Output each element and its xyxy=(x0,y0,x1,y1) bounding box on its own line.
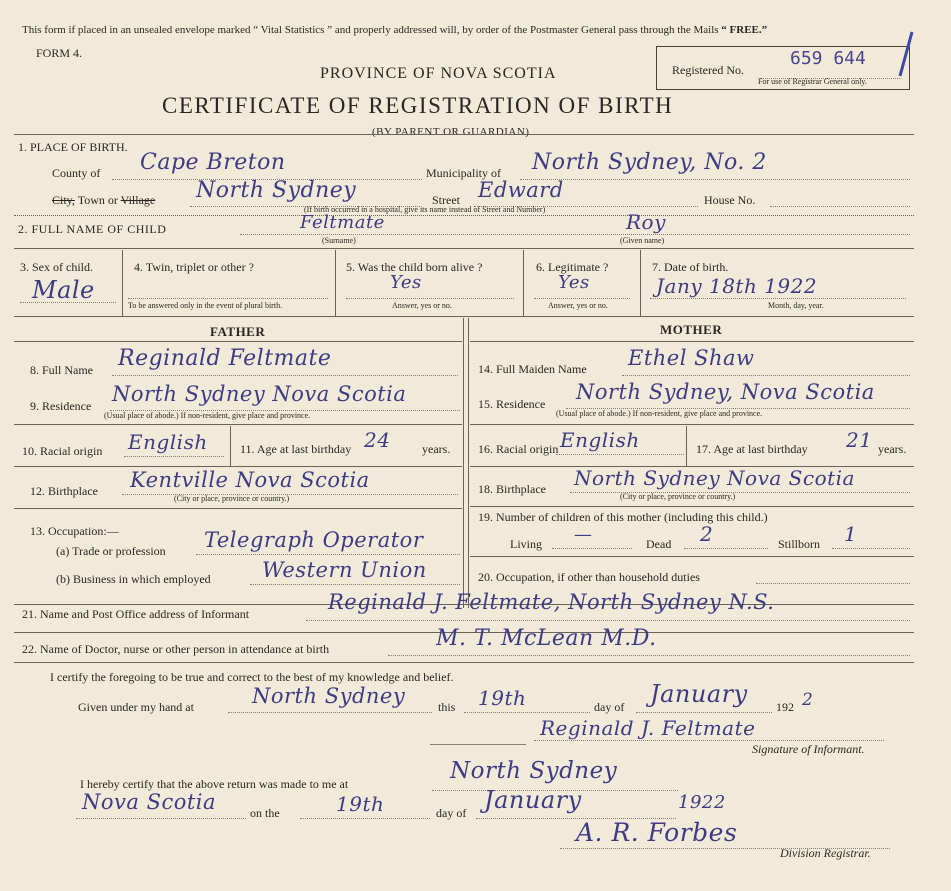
father-years-label: years. xyxy=(422,442,451,456)
mother-occupation-label: 20. Occupation, if other than household duties xyxy=(478,570,700,584)
mother-birthplace-label: 18. Birthplace xyxy=(478,482,546,496)
alive-value: Yes xyxy=(390,272,422,293)
town-value: North Sydney xyxy=(196,178,357,203)
father-birthplace-line xyxy=(122,494,458,495)
row3-divider-3 xyxy=(523,250,524,316)
mother-residence-note: (Usual place of abode.) If non-resident, give place and province. xyxy=(556,409,763,418)
registrar-day-of-label: day of xyxy=(436,806,467,820)
given-name-caption: (Given name) xyxy=(620,236,665,245)
dead-value: 2 xyxy=(700,522,714,546)
alive-note: Answer, yes or no. xyxy=(392,301,452,310)
mother-racial: English xyxy=(560,428,640,452)
header-rule xyxy=(14,134,914,135)
father-age-label: 11. Age at last birthday xyxy=(240,442,352,456)
doctor-label: 22. Name of Doctor, nurse or other person in attendance at birth xyxy=(22,642,330,656)
doctor-line xyxy=(388,655,910,656)
mother-racial-line xyxy=(556,454,684,455)
sex-value: Male xyxy=(32,276,95,304)
trade-label: (a) Trade or profession xyxy=(56,544,166,558)
living-value: — xyxy=(574,524,593,545)
father-residence-label: 9. Residence xyxy=(30,399,92,413)
legitimate-label: 6. Legitimate ? xyxy=(536,260,609,274)
house-number-label: House No. xyxy=(704,193,756,207)
father-residence-note: (Usual place of abode.) If non-resident, give place and province. xyxy=(104,411,311,420)
column-divider-b xyxy=(468,318,469,608)
stillborn-line xyxy=(832,548,910,549)
twin-line xyxy=(128,298,328,299)
municipality-line xyxy=(520,179,910,180)
mother-years-label: years. xyxy=(878,442,907,456)
trade-value: Telegraph Operator xyxy=(204,528,424,552)
day-of-label: day of xyxy=(594,700,625,714)
doctor-rule xyxy=(14,662,914,663)
father-birthplace: Kentville Nova Scotia xyxy=(130,468,370,492)
row3-divider-1 xyxy=(122,250,123,316)
mother-rule-3 xyxy=(470,506,914,507)
stillborn-label: Stillborn xyxy=(778,537,821,551)
father-name-label: 8. Full Name xyxy=(30,363,93,377)
father-residence: North Sydney Nova Scotia xyxy=(112,382,407,406)
name-rule xyxy=(14,248,914,249)
mother-name-line xyxy=(622,375,910,376)
living-line xyxy=(552,548,632,549)
place-rule xyxy=(14,215,914,216)
twin-label: 4. Twin, triplet or other ? xyxy=(134,260,254,274)
county-value: Cape Breton xyxy=(140,150,286,175)
business-line xyxy=(250,584,460,585)
father-birthplace-label: 12. Birthplace xyxy=(30,484,98,498)
page-subtitle: (BY PARENT OR GUARDIAN) xyxy=(372,126,530,138)
father-rule-2 xyxy=(14,466,462,467)
informant-line xyxy=(306,620,910,621)
registrar-place: North Sydney xyxy=(450,758,618,784)
certify-text: I certify the foregoing to be true and correct to the best of my knowledge and belief. xyxy=(50,670,454,684)
mother-birthplace-note: (City or place, province or country.) xyxy=(620,492,736,501)
living-label: Living xyxy=(510,537,542,551)
legitimate-value: Yes xyxy=(558,272,590,293)
on-the-label: on the xyxy=(250,806,280,820)
child-name-line xyxy=(240,234,910,235)
sex-line xyxy=(20,302,116,303)
row3-rule xyxy=(14,316,914,317)
this-label: this xyxy=(438,700,456,714)
child-surname: Feltmate xyxy=(300,212,385,233)
father-name-line xyxy=(112,375,458,376)
mother-rule-4 xyxy=(470,556,914,557)
village-label: Village xyxy=(120,193,156,207)
legitimate-line xyxy=(534,298,630,299)
father-name: Reginald Feltmate xyxy=(118,346,332,371)
registrar-note: For use of Registrar General only. xyxy=(758,77,867,86)
given-month: January xyxy=(650,680,748,708)
father-birthplace-note: (City or place, province or country.) xyxy=(174,494,290,503)
mother-birthplace: North Sydney Nova Scotia xyxy=(574,466,855,490)
given-under-label: Given under my hand at xyxy=(78,700,194,714)
father-age-divider xyxy=(230,426,231,466)
mother-racial-label: 16. Racial origin xyxy=(478,442,559,456)
father-racial: English xyxy=(128,430,208,454)
given-day: 19th xyxy=(478,686,527,710)
street-label: Street xyxy=(432,193,460,207)
province-heading: PROVINCE OF NOVA SCOTIA xyxy=(320,65,557,82)
father-racial-line xyxy=(124,456,224,457)
registrar-signature: A. R. Forbes xyxy=(576,818,738,847)
street-value: Edward xyxy=(478,178,564,202)
business-label: (b) Business in which employed xyxy=(56,572,211,586)
given-month-line xyxy=(636,712,772,713)
free-label: “ FREE.” xyxy=(721,24,768,36)
mother-residence: North Sydney, Nova Scotia xyxy=(576,380,875,404)
page-title: CERTIFICATE OF REGISTRATION OF BIRTH xyxy=(162,93,674,118)
postal-notice-text: This form if placed in an unsealed envelope marked “ Vital Statistics ” and properly addressed will, by order of the Postmaster General pass through the Mails xyxy=(22,24,722,36)
city-label: City, xyxy=(52,193,75,207)
given-place-line xyxy=(228,712,432,713)
place-of-birth-label: 1. PLACE OF BIRTH. xyxy=(18,140,128,154)
row3-divider-2 xyxy=(335,250,336,316)
father-occupation-label: 13. Occupation:— xyxy=(30,524,119,538)
registrar-province: Nova Scotia xyxy=(82,790,217,814)
municipality-value: North Sydney, No. 2 xyxy=(532,150,767,175)
mother-age-label: 17. Age at last birthday xyxy=(696,442,808,456)
mother-age-divider xyxy=(686,426,687,466)
row3-divider-4 xyxy=(640,250,641,316)
city-town-village-label xyxy=(52,193,155,208)
birth-date-value: Jany 18th 1922 xyxy=(656,274,818,298)
birth-date-label: 7. Date of birth. xyxy=(652,260,729,274)
father-heading: FATHER xyxy=(210,324,266,339)
house-number-line xyxy=(770,206,910,207)
form-number: FORM 4. xyxy=(36,46,83,60)
children-label: 19. Number of children of this mother (including this child.) xyxy=(478,510,768,524)
father-racial-label: 10. Racial origin xyxy=(22,444,103,458)
registered-label: Registered No. xyxy=(672,63,744,77)
father-rule-3 xyxy=(14,508,462,509)
doctor-value: M. T. McLean M.D. xyxy=(436,626,657,651)
father-rule-1 xyxy=(14,424,462,425)
legitimate-note: Answer, yes or no. xyxy=(548,301,608,310)
child-name-label: 2. FULL NAME OF CHILD xyxy=(18,222,167,236)
signature-caption: Signature of Informant. xyxy=(752,742,865,756)
business-value: Western Union xyxy=(262,558,427,582)
informant-value: Reginald J. Feltmate, North Sydney N.S. xyxy=(328,590,775,614)
county-label: County of xyxy=(52,166,101,180)
registrar-month: January xyxy=(484,786,582,814)
registrar-caption: Division Registrar. xyxy=(780,846,871,860)
surname-caption: (Surname) xyxy=(322,236,356,245)
child-given-name: Roy xyxy=(626,210,666,234)
father-age: 24 xyxy=(364,428,391,452)
sex-label: 3. Sex of child. xyxy=(20,260,93,274)
column-divider-a xyxy=(463,318,464,608)
mother-heading-rule xyxy=(470,341,914,342)
mother-residence-label: 15. Residence xyxy=(478,397,546,411)
birth-date-line xyxy=(650,298,906,299)
informant-signature-line xyxy=(534,740,884,741)
mother-name-label: 14. Full Maiden Name xyxy=(478,362,587,376)
hospital-note: (If birth occurred in a hospital, give its name instead of Street and Number) xyxy=(304,205,546,214)
mother-heading: MOTHER xyxy=(660,322,723,337)
registrar-day-line xyxy=(300,818,430,819)
informant-label: 21. Name and Post Office address of Informant xyxy=(22,607,250,621)
dead-label: Dead xyxy=(646,537,672,551)
mother-name: Ethel Shaw xyxy=(628,346,755,370)
registrar-statement: I hereby certify that the above return was made to me at xyxy=(80,777,349,791)
informant-signature: Reginald J. Feltmate xyxy=(540,716,756,740)
signature-short-line xyxy=(430,744,526,745)
municipality-label: Municipality of xyxy=(426,166,501,180)
twin-note: To be answered only in the event of plural birth. xyxy=(128,301,283,310)
dead-line xyxy=(684,548,768,549)
alive-label: 5. Was the child born alive ? xyxy=(346,260,483,274)
given-year-prefix: 192 xyxy=(776,700,794,714)
stillborn-value: 1 xyxy=(844,522,858,546)
given-day-line xyxy=(464,712,590,713)
town-label: Town or xyxy=(77,193,118,207)
mother-occupation-line xyxy=(756,583,910,584)
registered-number: 659 644 xyxy=(790,48,866,69)
father-heading-rule xyxy=(14,341,462,342)
mother-age: 21 xyxy=(846,428,873,452)
postal-notice xyxy=(22,24,767,36)
trade-line xyxy=(196,554,460,555)
pen-stroke-mark xyxy=(896,30,916,80)
alive-line xyxy=(346,298,514,299)
given-place: North Sydney xyxy=(252,684,406,708)
mother-rule-1 xyxy=(470,424,914,425)
given-year-digit: 2 xyxy=(802,690,814,710)
registrar-province-line xyxy=(76,818,246,819)
registrar-year: 1922 xyxy=(678,792,726,813)
birth-date-note: Month, day, year. xyxy=(768,301,824,310)
registrar-day: 19th xyxy=(336,792,385,816)
